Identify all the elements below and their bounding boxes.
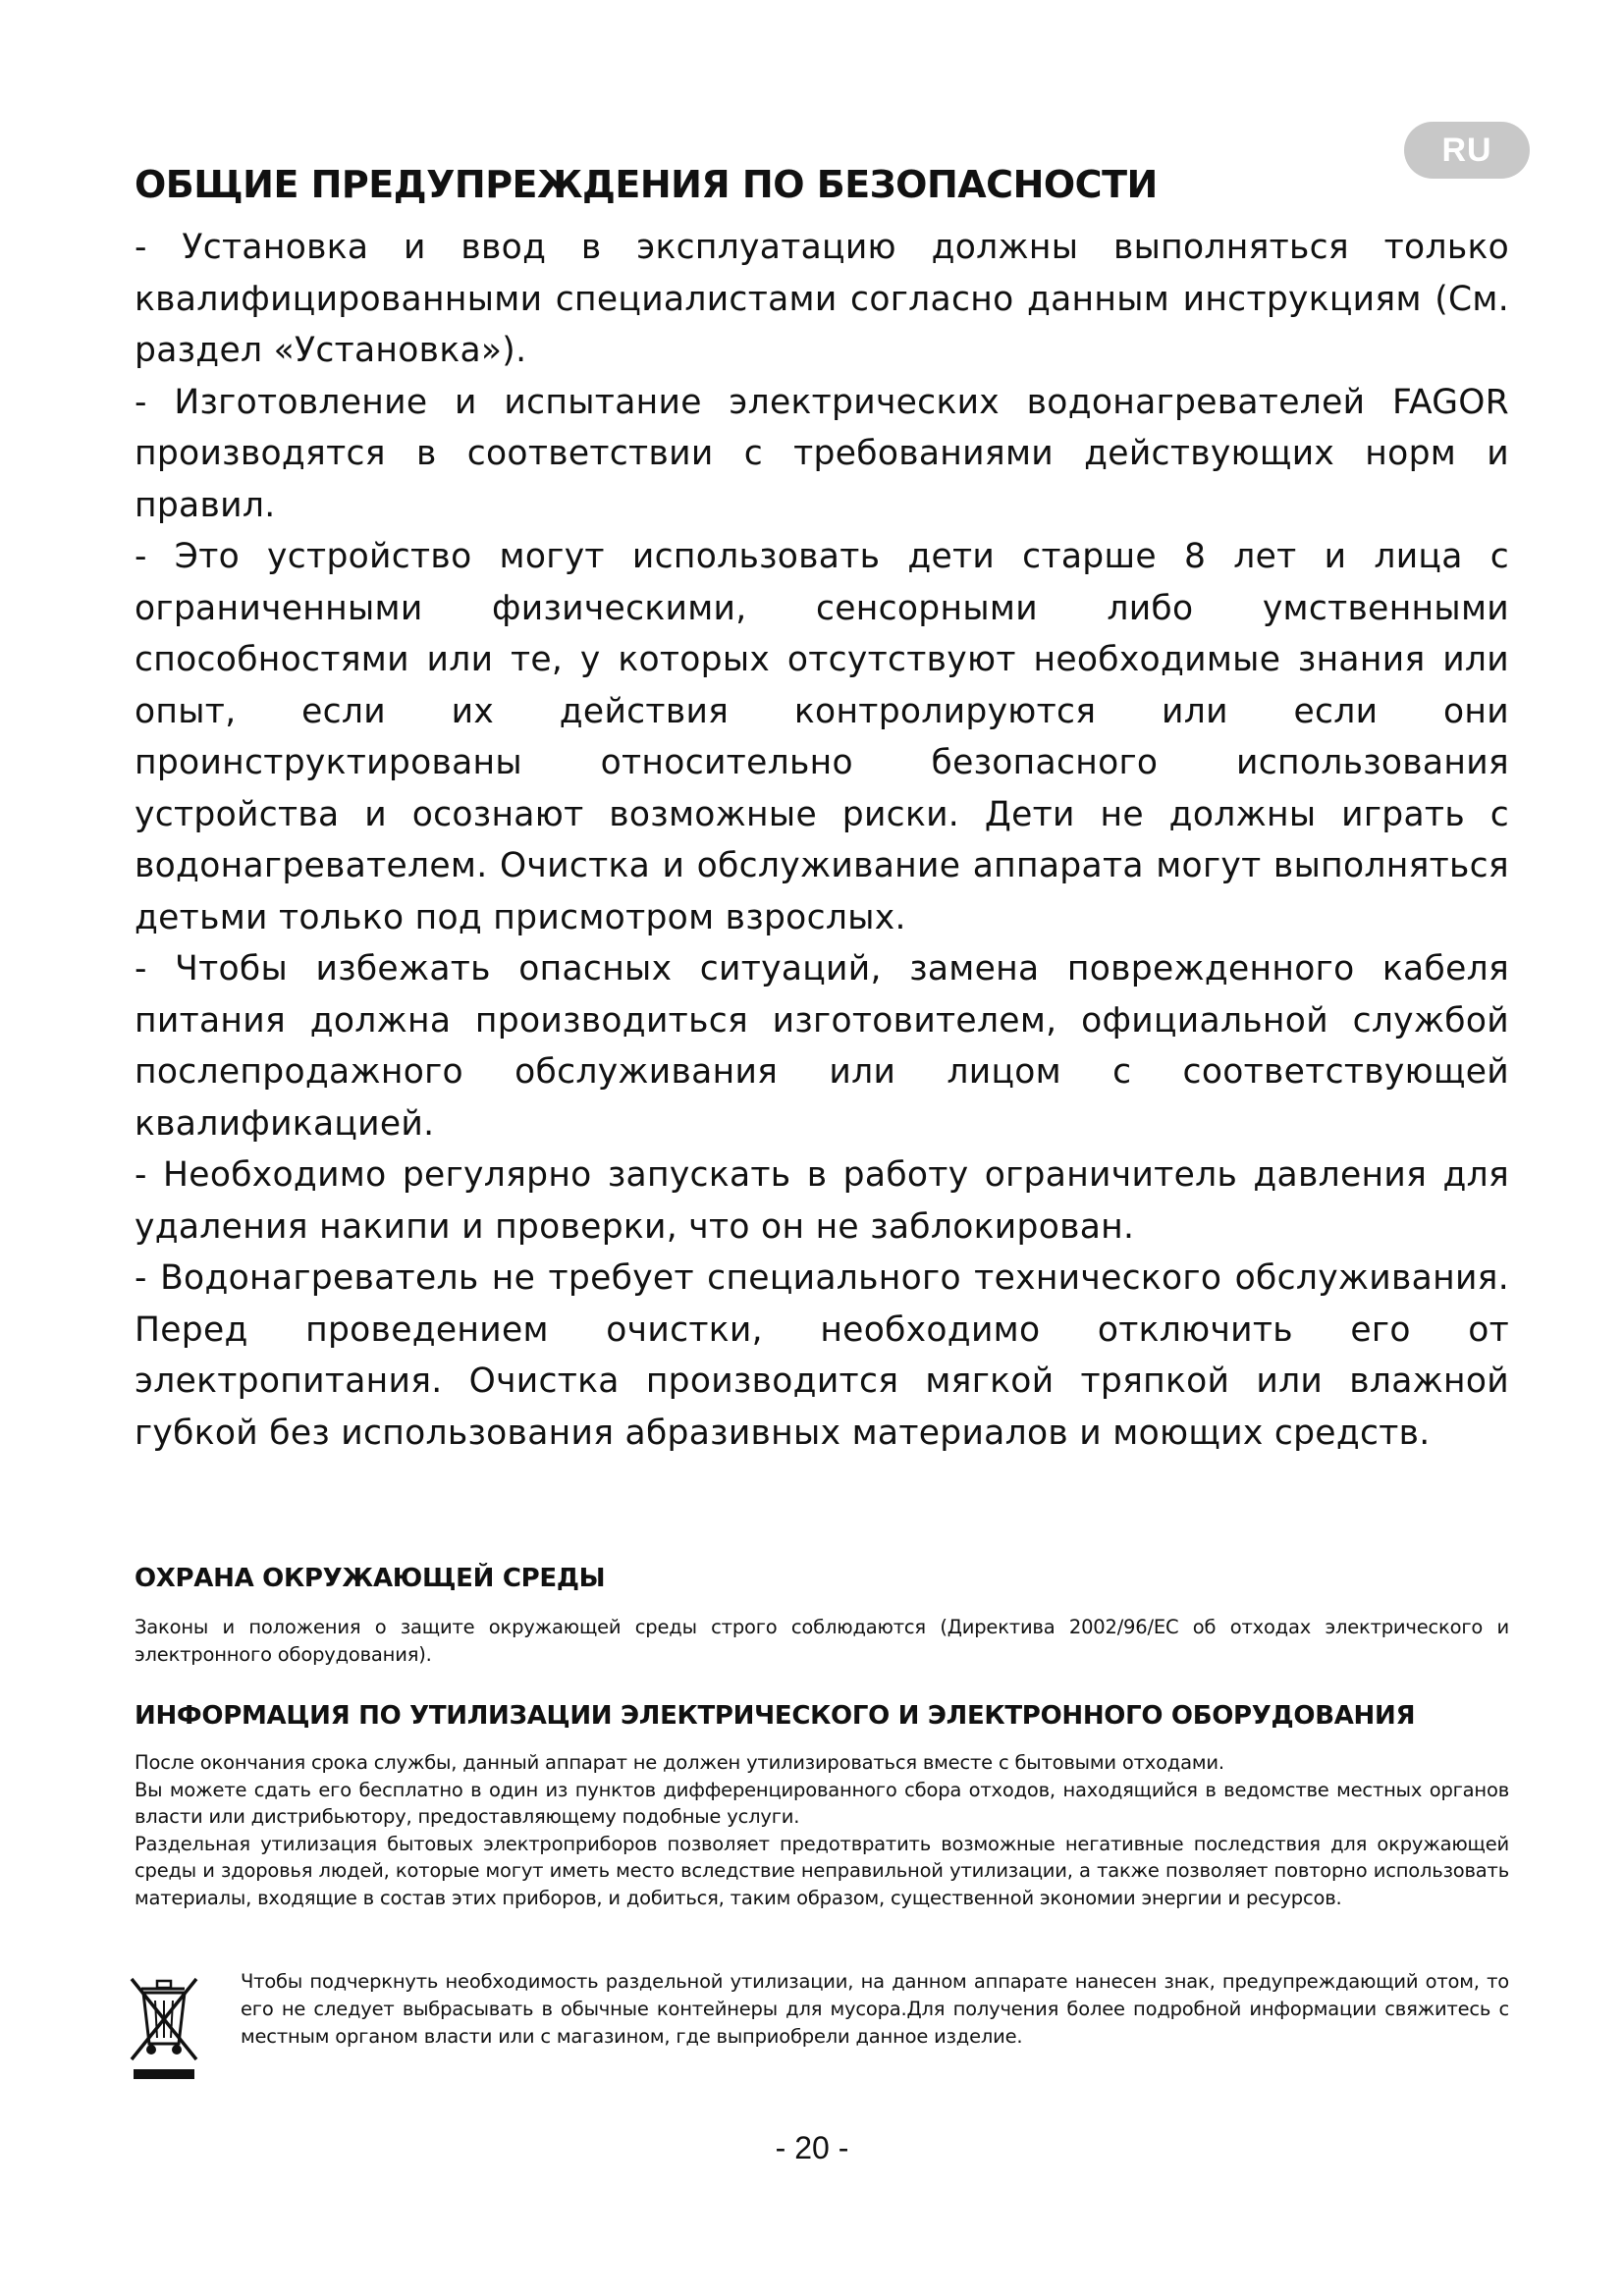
environment-paragraph: Законы и положения о защите окружающей среды строго соблюдаются (Директива 2002/96/ЕС об отходах электрического и электронного оборудования). [135,1616,1509,1666]
safety-title: ОБЩИЕ ПРЕДУПРЕЖДЕНИЯ ПО БЕЗОПАСНОСТИ [135,163,1158,206]
safety-warnings [135,222,1509,1459]
safety-paragraph: - Необходимо регулярно запускать в работу ограничитель давления для удаления накипи и проверки, что он не заблокирован. [135,1155,1509,1247]
safety-paragraph: - Чтобы избежать опасных ситуаций, замена поврежденного кабеля питания должна производиться изготовителем, официальной службой послепродажного обслуживания или лицом с соответствующей квалификацией. [135,949,1509,1144]
safety-paragraph: - Водонагреватель не требует специального технического обслуживания. Перед проведением очистки, необходимо отключить его от электропитания. Очистка производится мягкой тряпкой или влажной губкой без использования абразивных материалов и моющих средств. [135,1258,1509,1453]
disposal-paragraph: Раздельная утилизация бытовых электроприборов позволяет предотвратить возможные негативные последствия для окружающей среды и здоровья людей, которые могут иметь место вследствие неправильной утилизации, а также позволяет повторно использовать материалы, входящие в состав этих приборов, и добиться, таким образом, существенной экономии энергии и ресурсов. [135,1832,1509,1909]
environment-title: ОХРАНА ОКРУЖАЮЩЕЙ СРЕДЫ [135,1564,606,1593]
safety-paragraph: - Это устройство могут использовать дети старше 8 лет и лица с ограниченными физическими, сенсорными либо умственными способностями или те, у которых отсутствуют необходимые знания или опыт, если их действия контролируются или если они проинструктированы относительно безопасного использования устройства и осознают возможные риски. Дети не должны играть с водонагревателем. Очистка и обслуживание аппарата могут выполняться детьми только под присмотром взрослых. [135,537,1509,937]
disposal-title: ИНФОРМАЦИЯ ПО УТИЛИЗАЦИИ ЭЛЕКТРИЧЕСКОГО И ЭЛЕКТРОННОГО ОБОРУДОВАНИЯ [135,1701,1416,1731]
disposal-text [135,1749,1509,1911]
weee-text: Чтобы подчеркнуть необходимость раздельной утилизации, на данном аппарате нанесен знак, предупреждающий отом, то его не следует выбрасывать в обычные контейнеры для мусора.Для получения более подробной информации свяжитесь с местным органом власти или с магазином, где выприобрели данное изделие. [241,1970,1509,2048]
safety-paragraph: - Изготовление и испытание электрических водонагревателей FAGOR производятся в соответствии с требованиями действующих норм и правил. [135,382,1509,525]
disposal-paragraph: После окончания срока службы, данный аппарат не должен утилизироваться вместе с бытовыми отходами. [135,1751,1224,1774]
language-badge: RU [1404,122,1530,179]
environment-text [135,1614,1509,1668]
disposal-paragraph: Вы можете сдать его бесплатно в один из пунктов дифференцированного сбора отходов, находящийся в ведомстве местных органов власти или дистрибьютору, предоставляющему подобные услуги. [135,1778,1509,1828]
crossed-out-wheelie-bin-icon [128,1973,200,2081]
safety-paragraph: - Установка и ввод в эксплуатацию должны выполняться только квалифицированными специалистами согласно данным инструкциям (См. раздел «Установка»). [135,228,1509,370]
page-number: - 20 - [775,2130,849,2165]
